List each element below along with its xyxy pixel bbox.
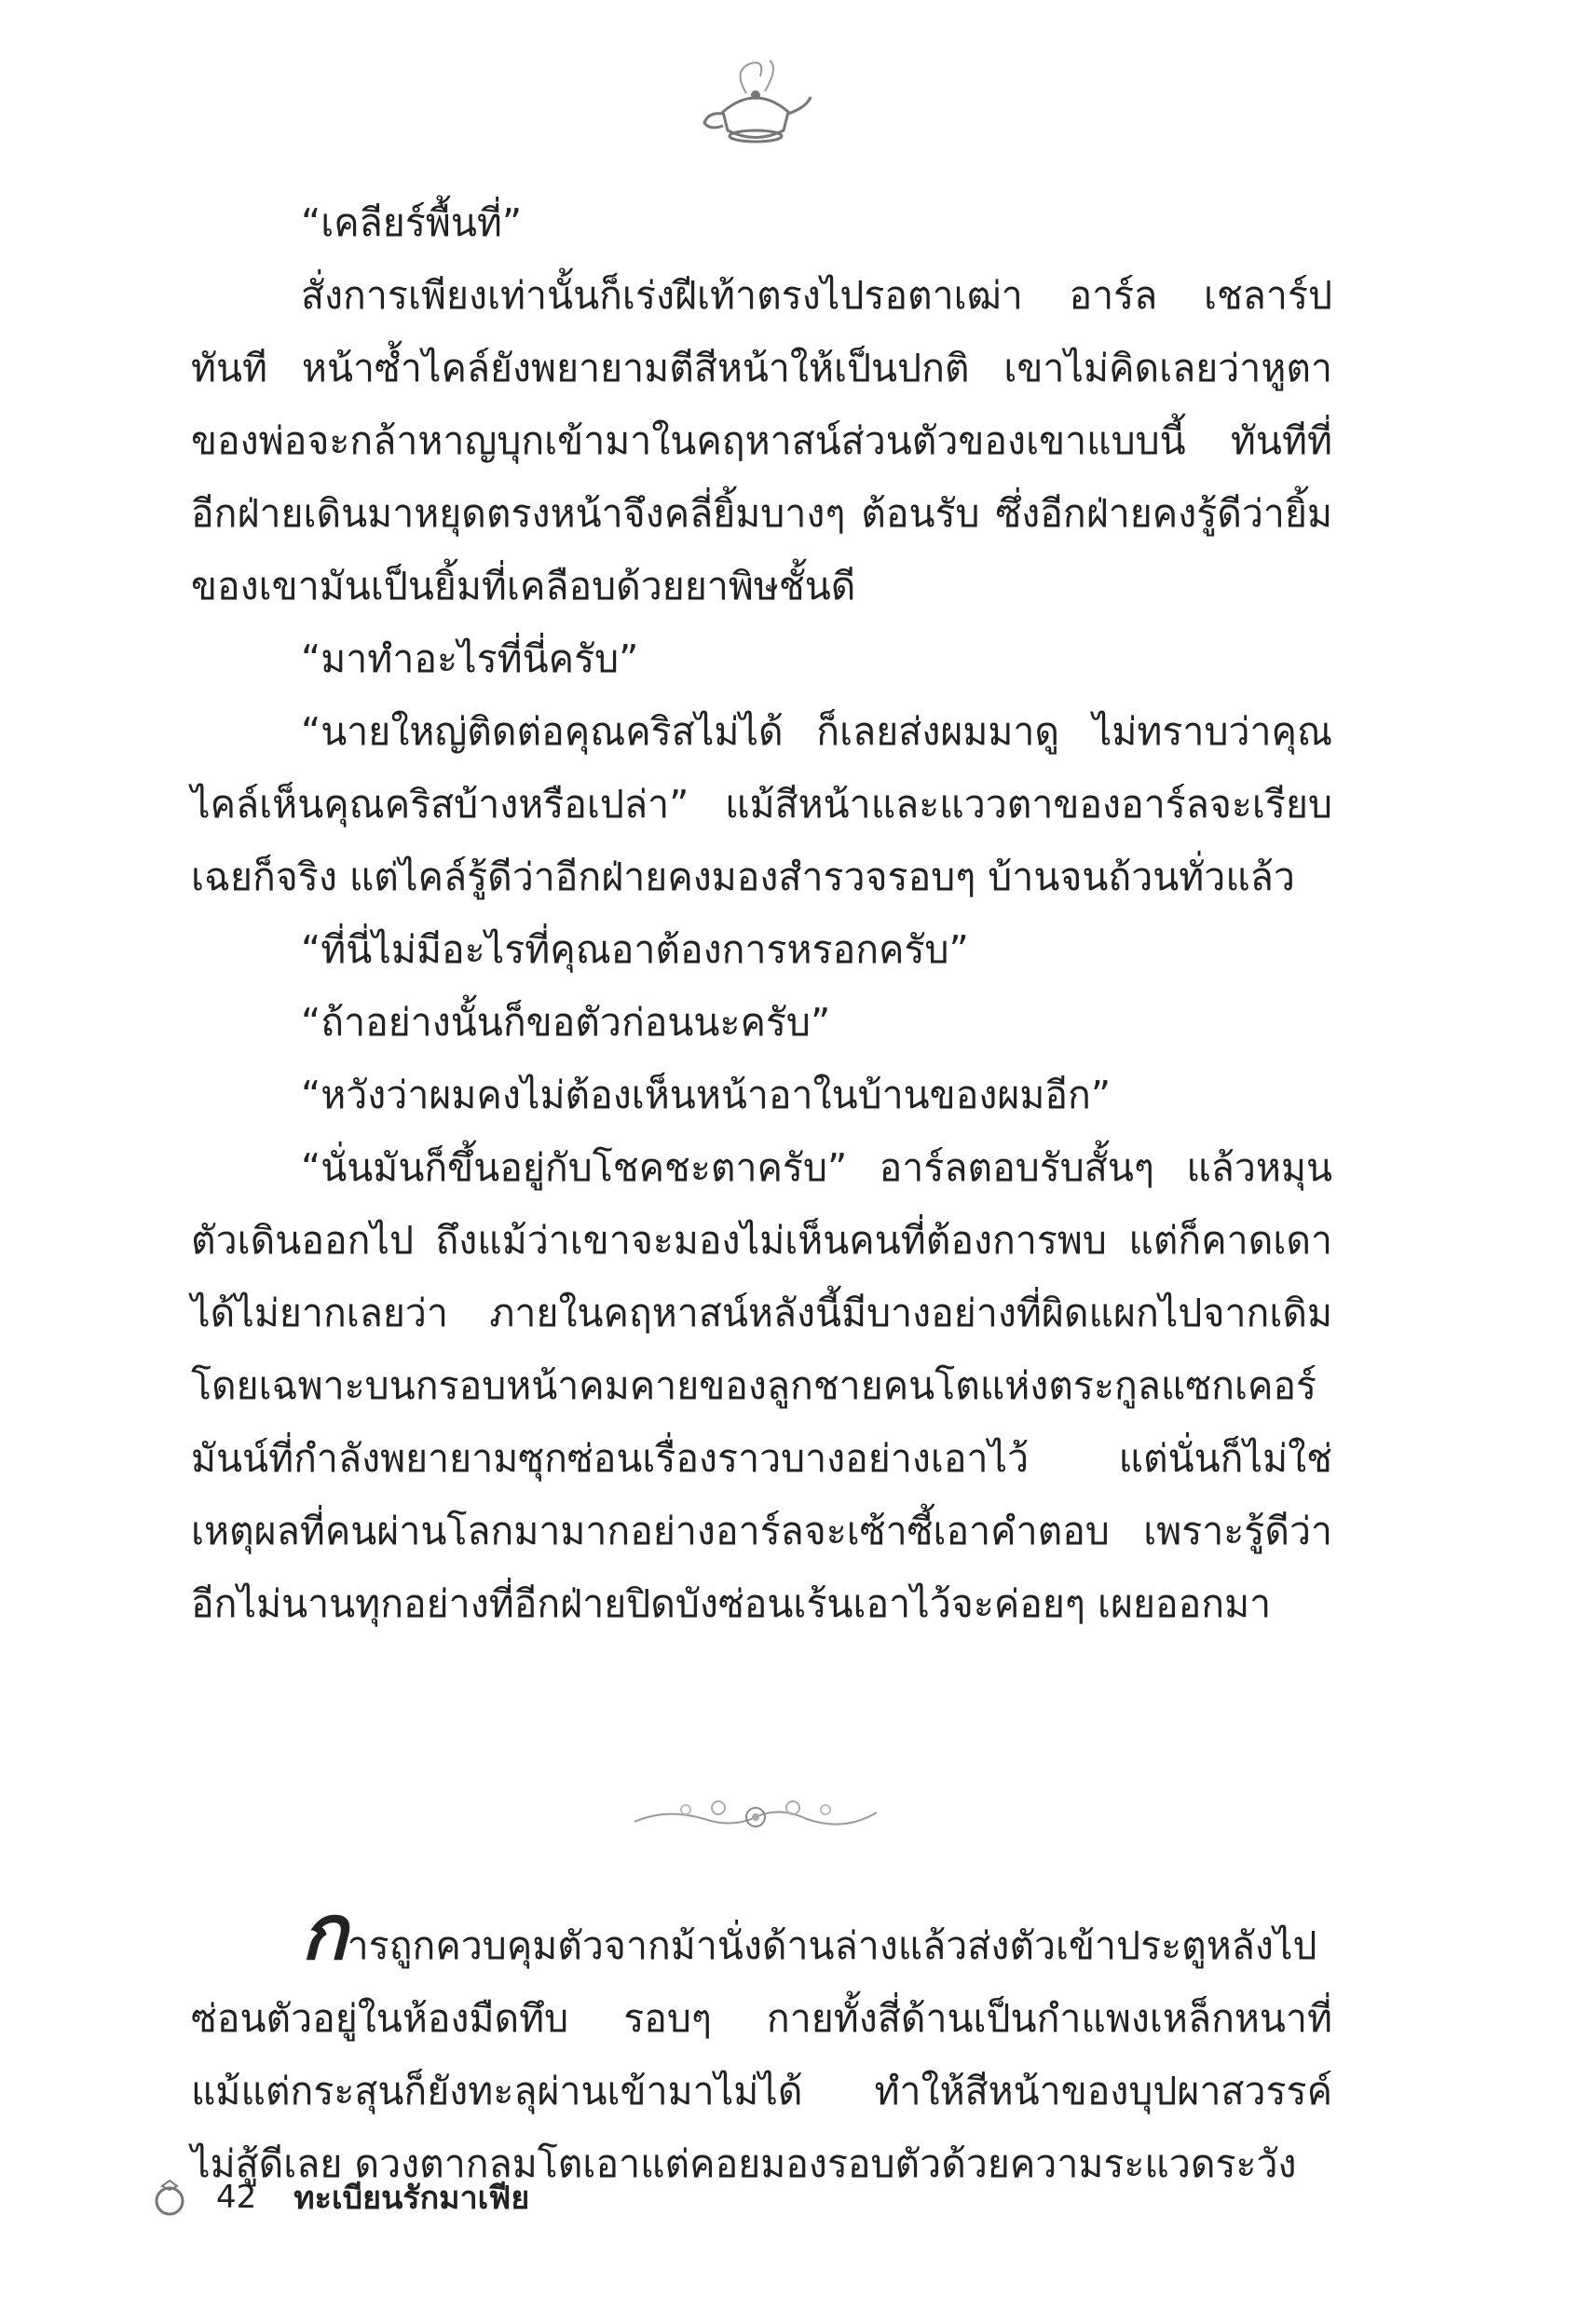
- ring-icon: [149, 2177, 190, 2218]
- floral-divider-icon: [630, 1789, 881, 1845]
- paragraph: “ที่นี่ไม่มีอะไรที่คุณอาต้องการหรอกครับ”: [301, 927, 969, 972]
- paragraph: “ถ้าอย่างนั้นก็ขอตัวก่อนนะครับ”: [301, 1000, 831, 1045]
- page-footer: [149, 2171, 529, 2223]
- drop-cap: ก: [301, 1889, 348, 1977]
- book-title: ทะเบียนรักมาเฟีย: [293, 2180, 530, 2217]
- paragraph: “นั่นมันก็ขึ้นอยู่กับโชคชะตาครับ” อาร์ลตอบรับสั้นๆ แล้วหมุนตัวเดินออกไป ถึงแม้ว่าเขาจะมองไม่เห็นคนที่ต้องการพบ แต่ก็คาดเดาได้ไม่ยากเลยว่า ภายในคฤหาสน์หลังนี้มีบางอย่างที่ผิดแผกไปจากเดิม โดยเฉพาะบนกรอบหน้าคมคายของลูกชายคนโตแห่งตระกูลแซกเคอร์มันน์ที่กำลังพยายามซุกซ่อนเรื่องราวบางอย่างเอาไว้ แต่นั่นก็ไม่ใช่เหตุผลที่คนผ่านโลกมามากอย่างอาร์ลจะเซ้าซี้เอาคำตอบ เพราะรู้ดีว่าอีกไม่นานทุกอย่างที่อีกฝ่ายปิดบังซ่อนเร้นเอาไว้จะค่อยๆ เผยออกมา: [191, 1145, 1332, 1626]
- section-one: [191, 186, 1332, 1640]
- paragraph-text: ารถูกควบคุมตัวจากม้านั่งด้านล่างแล้วส่งตัวเข้าประตูหลังไปซ่อนตัวอยู่ในห้องมืดทึบ รอบๆ กายทั้งสี่ด้านเป็นกำแพงเหล็กหนาที่แม้แต่กระสุนก็ยังทะลุผ่านเข้ามาไม่ได้ ทำให้สีหน้าของบุปผาสวรรค์ไม่สู้ดีเลย ดวงตากลมโตเอาแต่คอยมองรอบตัวด้วยความระแวดระวัง: [191, 1923, 1332, 2186]
- paragraph: “เคลียร์พื้นที่”: [301, 200, 523, 245]
- teapot-ornament-icon: [695, 56, 816, 158]
- page-number: 42: [216, 2179, 257, 2216]
- section-two: [191, 1889, 1332, 2200]
- paragraph: “หวังว่าผมคงไม่ต้องเห็นหน้าอาในบ้านของผมอีก”: [301, 1073, 1112, 1117]
- paragraph: “นายใหญ่ติดต่อคุณคริสไม่ได้ ก็เลยส่งผมมาดู ไม่ทราบว่าคุณไคล์เห็นคุณคริสบ้างหรือเปล่า” แม้สีหน้าและแววตาของอาร์ลจะเรียบเฉยก็จริง แต่ไคล์รู้ดีว่าอีกฝ่ายคงมองสำรวจรอบๆ บ้านจนถ้วนทั่วแล้ว: [191, 709, 1332, 899]
- paragraph: [191, 1889, 1332, 2200]
- paragraph: สั่งการเพียงเท่านั้นก็เร่งฝีเท้าตรงไปรอตาเฒ่า อาร์ล เชลาร์ป ทันที หน้าซ้ำไคล์ยังพยายามตีสีหน้าให้เป็นปกติ เขาไม่คิดเลยว่าหูตาของพ่อจะกล้าหาญบุกเข้ามาในคฤหาสน์ส่วนตัวของเขาแบบนี้ ทันทีที่อีกฝ่ายเดินมาหยุดตรงหน้าจึงคลี่ยิ้มบางๆ ต้อนรับ ซึ่งอีกฝ่ายคงรู้ดีว่ายิ้มของเขามันเป็นยิ้มที่เคลือบด้วยยาพิษชั้นดี: [191, 273, 1332, 609]
- paragraph: “มาทำอะไรที่นี่ครับ”: [301, 636, 639, 681]
